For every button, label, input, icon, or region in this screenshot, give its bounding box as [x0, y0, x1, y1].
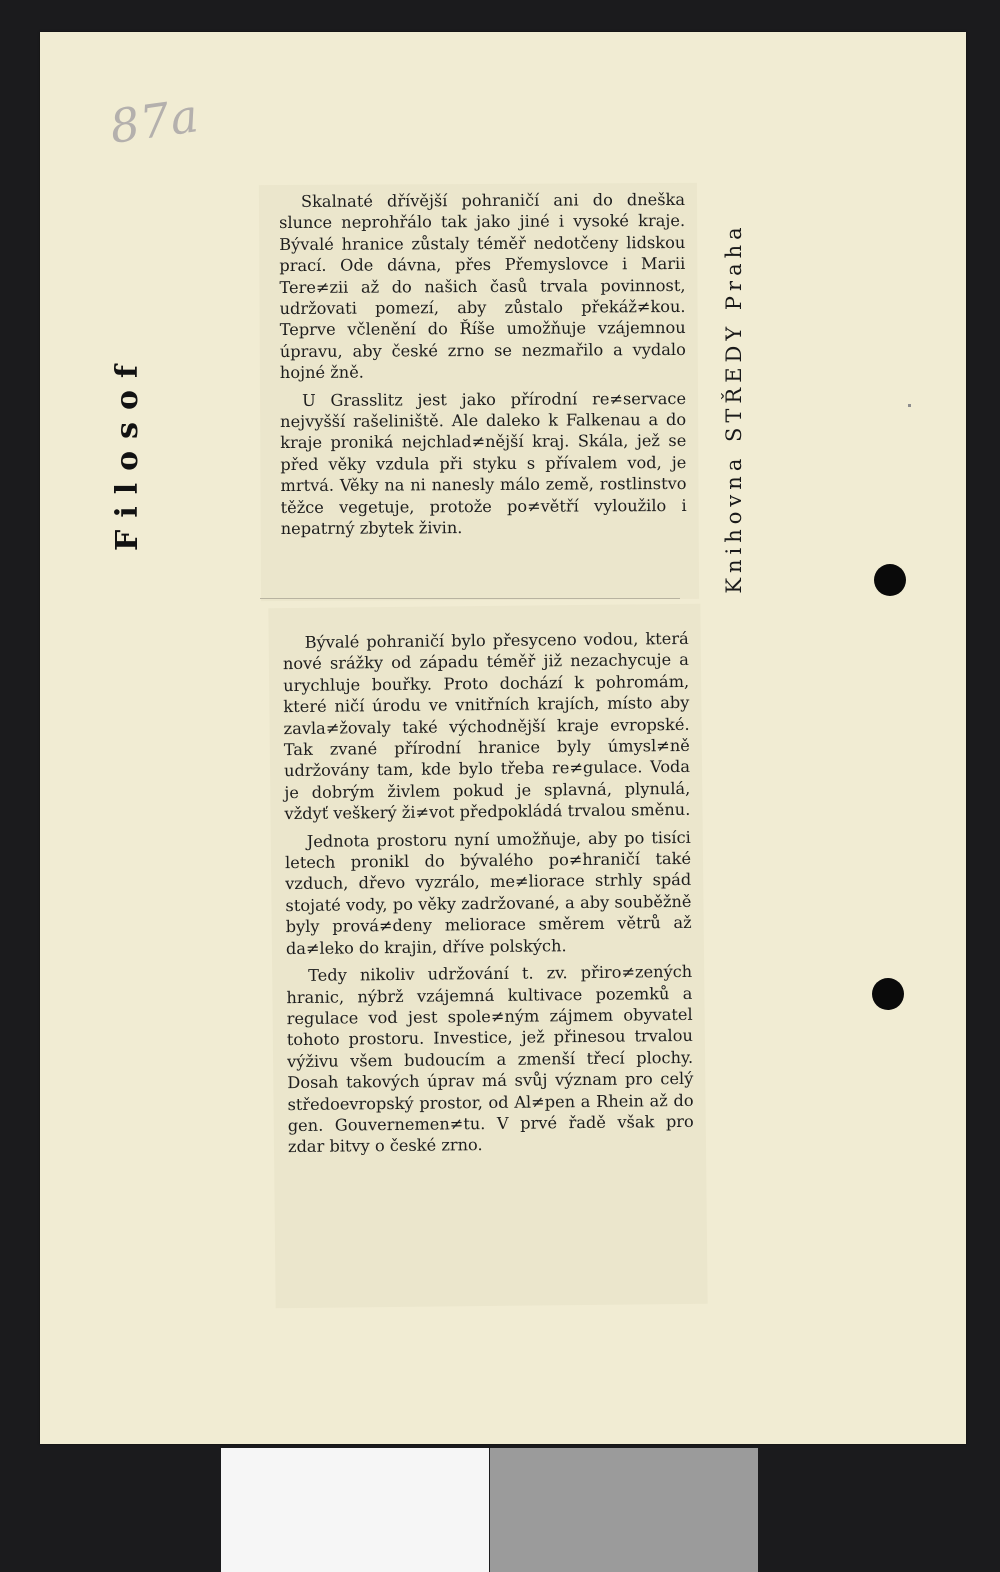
newspaper-clipping-top — [259, 183, 699, 601]
archive-sheet — [40, 32, 966, 1444]
stamp-library: Knihovna STŘEDY Praha — [722, 222, 746, 594]
calibration-card-white — [221, 1448, 489, 1572]
clipping-paragraph: U Grasslitz jest jako přírodní re≠servace nejvyšší rašeliniště. Ale daleko k Falkenau a do kraje proniká nejchlad≠nější kraj. Skála, jež se před věky vzdula při styku s přívalem vod, je mrtvá. Věky na ni nanesly málo země, rostlinstvo těžce vegetuje, protože po≠větří vyloužilo i nepatrný zbytek živin. — [280, 388, 687, 539]
clipping-paragraph: Skalnaté dřívější pohraničí ani do dneška slunce neprohřálo tak jako jiné i vysoké kraje. Bývalé hranice zůstaly téměř nedotčeny lidskou prací. Ode dávna, přes Přemyslovce i Marii Tere≠zii až do našich časů trvala povinnost, udržovati pomezí, aby zůstalo překáž≠kou. Teprve včlenění do Říše umožňuje vzájemnou úpravu, aby české zrno se nezmařilo a vydalo hojné žně. — [279, 189, 686, 383]
newspaper-clipping-bottom — [268, 604, 707, 1308]
punch-hole — [872, 978, 904, 1010]
clipping-paragraph: Tedy nikoliv udržování t. zv. přiro≠zených hranic, nýbrž vzájemná kultivace pozemků a regulace vod jest spole≠ným zájmem obyvatel tohoto prostoru. Investice, jež přinesou trvalou výživu všem budoucím a zmenší třecí plochy. Dosah takových úprav má svůj význam pro celý středoevropský prostor, od Al≠pen a Rhein až do gen. Gouvernemen≠tu. V prvé řadě však pro zdar bitvy o české zrno. — [286, 961, 694, 1157]
paper-speck — [908, 404, 911, 407]
clipping-paragraph: Bývalé pohraničí bylo přesyceno vodou, která nové srážky od západu téměř již nezachycuje a urychluje bouřky. Proto dochází k pohromám, které ničí úrodu ve vnitřních krajích, místo aby zavla≠žovaly také východnější kraje evropské. Tak zvané přírodní hranice byly úmysl≠ně udržovány tam, kde bylo třeba re≠gulace. Voda je dobrým živlem pokud je splavná, plynulá, vždyť veškerý ži≠vot předpokládá trvalou směnu. — [282, 628, 691, 824]
handwritten-note: 87a — [106, 88, 203, 154]
calibration-card-gray — [490, 1448, 758, 1572]
stamp-category: Filosof — [110, 353, 145, 551]
clipping-edge — [260, 598, 680, 599]
clipping-paragraph: Jednota prostoru nyní umožňuje, aby po tisíci letech pronikl do bývalého po≠hraničí také vzduch, dřevo vyzrálo, me≠liorace strhly spád stojaté vody, po věky zadržované, a aby souběžně byly prová≠deny meliorace směrem větrů až da≠leko do krajin, dříve polských. — [284, 827, 692, 958]
punch-hole — [874, 564, 906, 596]
